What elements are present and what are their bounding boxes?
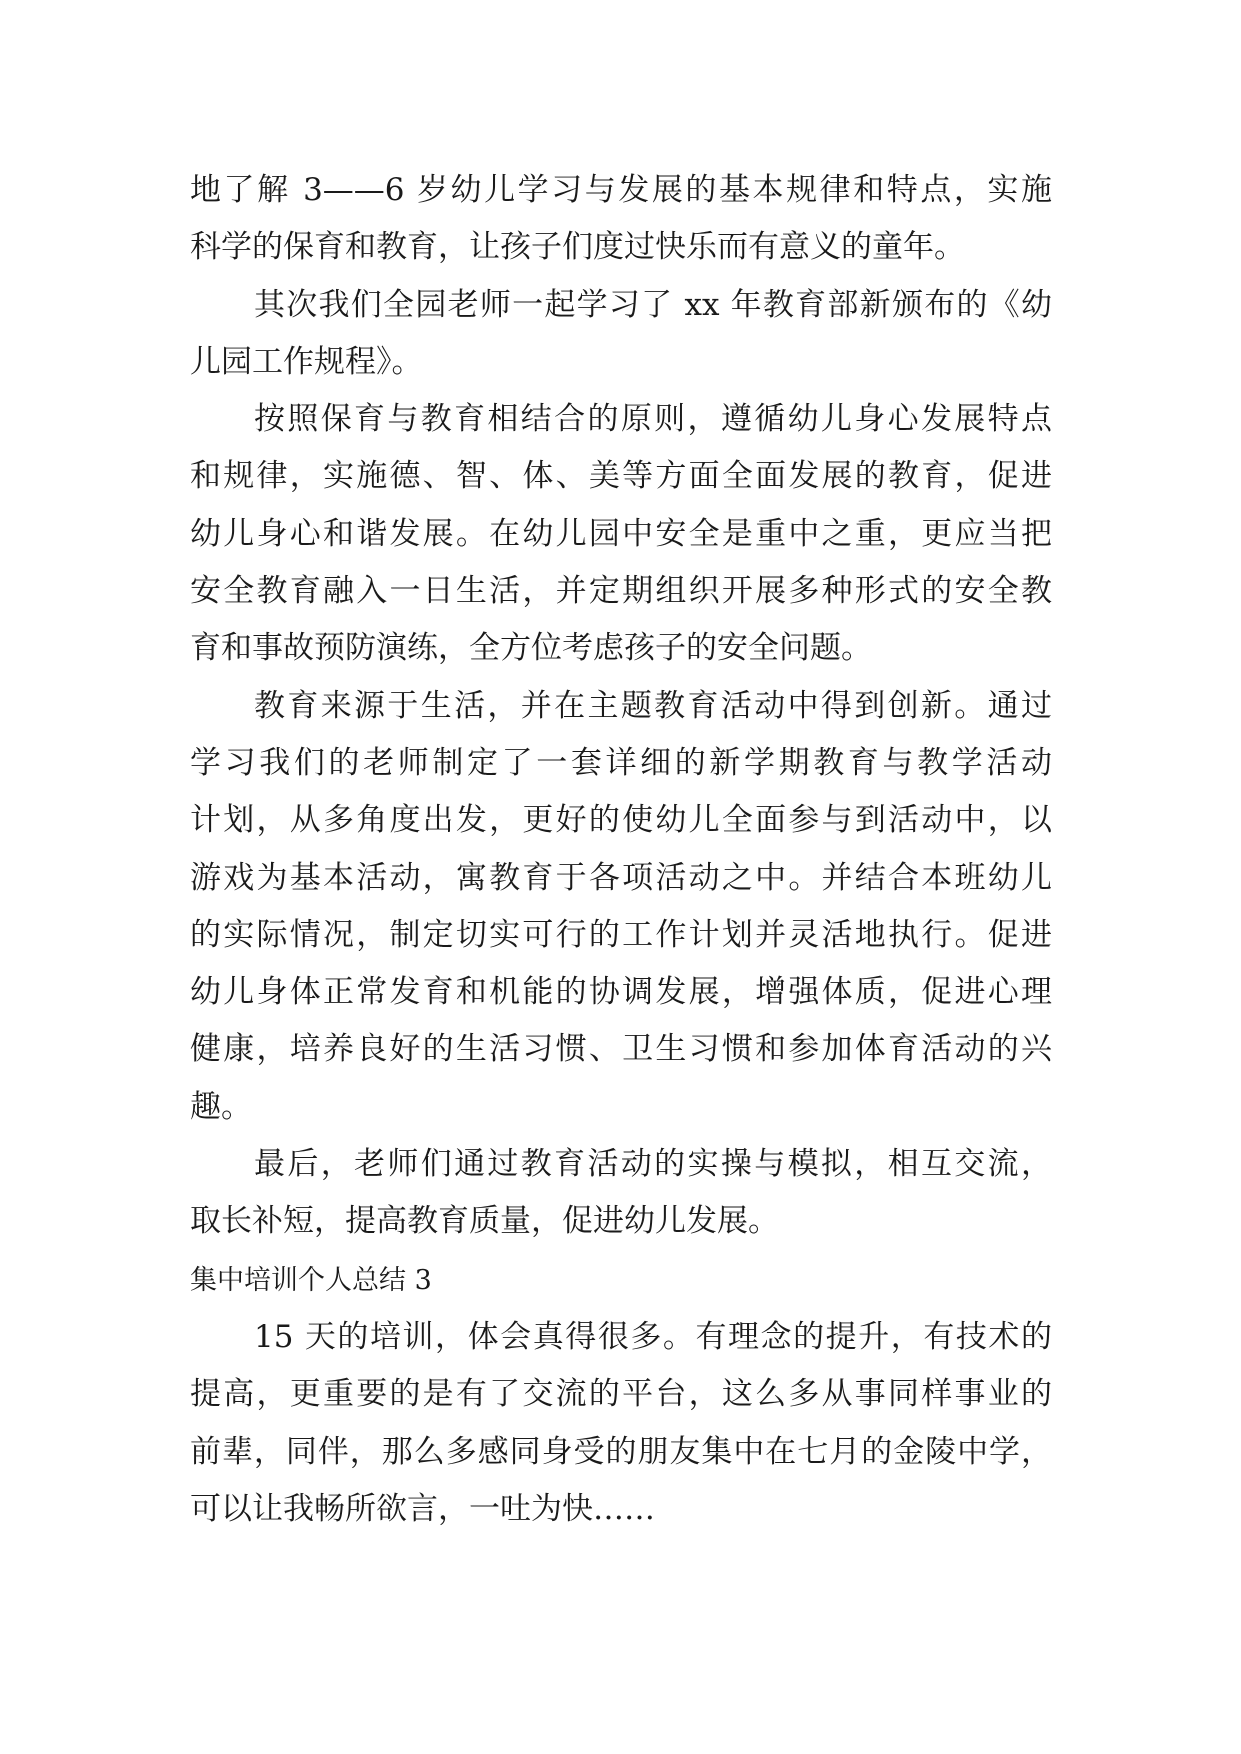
paragraph-line: 健康，培养良好的生活习惯、卫生习惯和参加体育活动的兴	[190, 1031, 1052, 1068]
paragraph-line: 取长补短，提高教育质量，促进幼儿发展。	[190, 1203, 779, 1240]
paragraph-line: 可以让我畅所欲言，一吐为快……	[190, 1490, 655, 1527]
paragraph-line: 提高，更重要的是有了交流的平台，这么多从事同样事业的	[190, 1376, 1052, 1413]
document-body	[190, 162, 1052, 1538]
paragraph-line: 幼儿身心和谐发展。在幼儿园中安全是重中之重，更应当把	[190, 515, 1052, 552]
paragraph-line: 地了解 3——6 岁幼儿学习与发展的基本规律和特点，实施	[190, 172, 1052, 208]
paragraph-line: 最后，老师们通过教育活动的实操与模拟，相互交流，	[254, 1146, 1052, 1183]
paragraph-line: 育和事故预防演练，全方位考虑孩子的安全问题。	[190, 630, 872, 667]
paragraph-line: 幼儿身体正常发育和机能的协调发展，增强体质，促进心理	[190, 974, 1052, 1011]
paragraph-line: 趣。	[190, 1088, 252, 1125]
paragraph-line: 科学的保育和教育，让孩子们度过快乐而有意义的童年。	[190, 229, 965, 266]
paragraph-line: 儿园工作规程》。	[190, 343, 423, 380]
paragraph-line: 游戏为基本活动，寓教育于各项活动之中。并结合本班幼儿	[190, 859, 1052, 896]
paragraph-line: 前辈，同伴，那么多感同身受的朋友集中在七月的金陵中学，	[190, 1433, 1052, 1470]
paragraph-line: 的实际情况，制定切实可行的工作计划并灵活地执行。促进	[190, 916, 1052, 953]
section-heading: 集中培训个人总结 3	[190, 1264, 432, 1296]
paragraph-line: 其次我们全园老师一起学习了 xx 年教育部新颁布的《幼	[254, 286, 1052, 323]
paragraph-line: 学习我们的老师制定了一套详细的新学期教育与教学活动	[190, 744, 1052, 781]
paragraph-line: 按照保育与教育相结合的原则，遵循幼儿身心发展特点	[254, 401, 1052, 438]
paragraph-line: 15 天的培训，体会真得很多。有理念的提升，有技术的	[254, 1318, 1052, 1355]
paragraph-line: 计划，从多角度出发，更好的使幼儿全面参与到活动中，以	[190, 802, 1052, 839]
paragraph-line: 教育来源于生活，并在主题教育活动中得到创新。通过	[254, 687, 1052, 724]
paragraph-line: 安全教育融入一日生活，并定期组织开展多种形式的安全教	[190, 573, 1052, 610]
paragraph-line: 和规律，实施德、智、体、美等方面全面发展的教育，促进	[190, 458, 1052, 495]
